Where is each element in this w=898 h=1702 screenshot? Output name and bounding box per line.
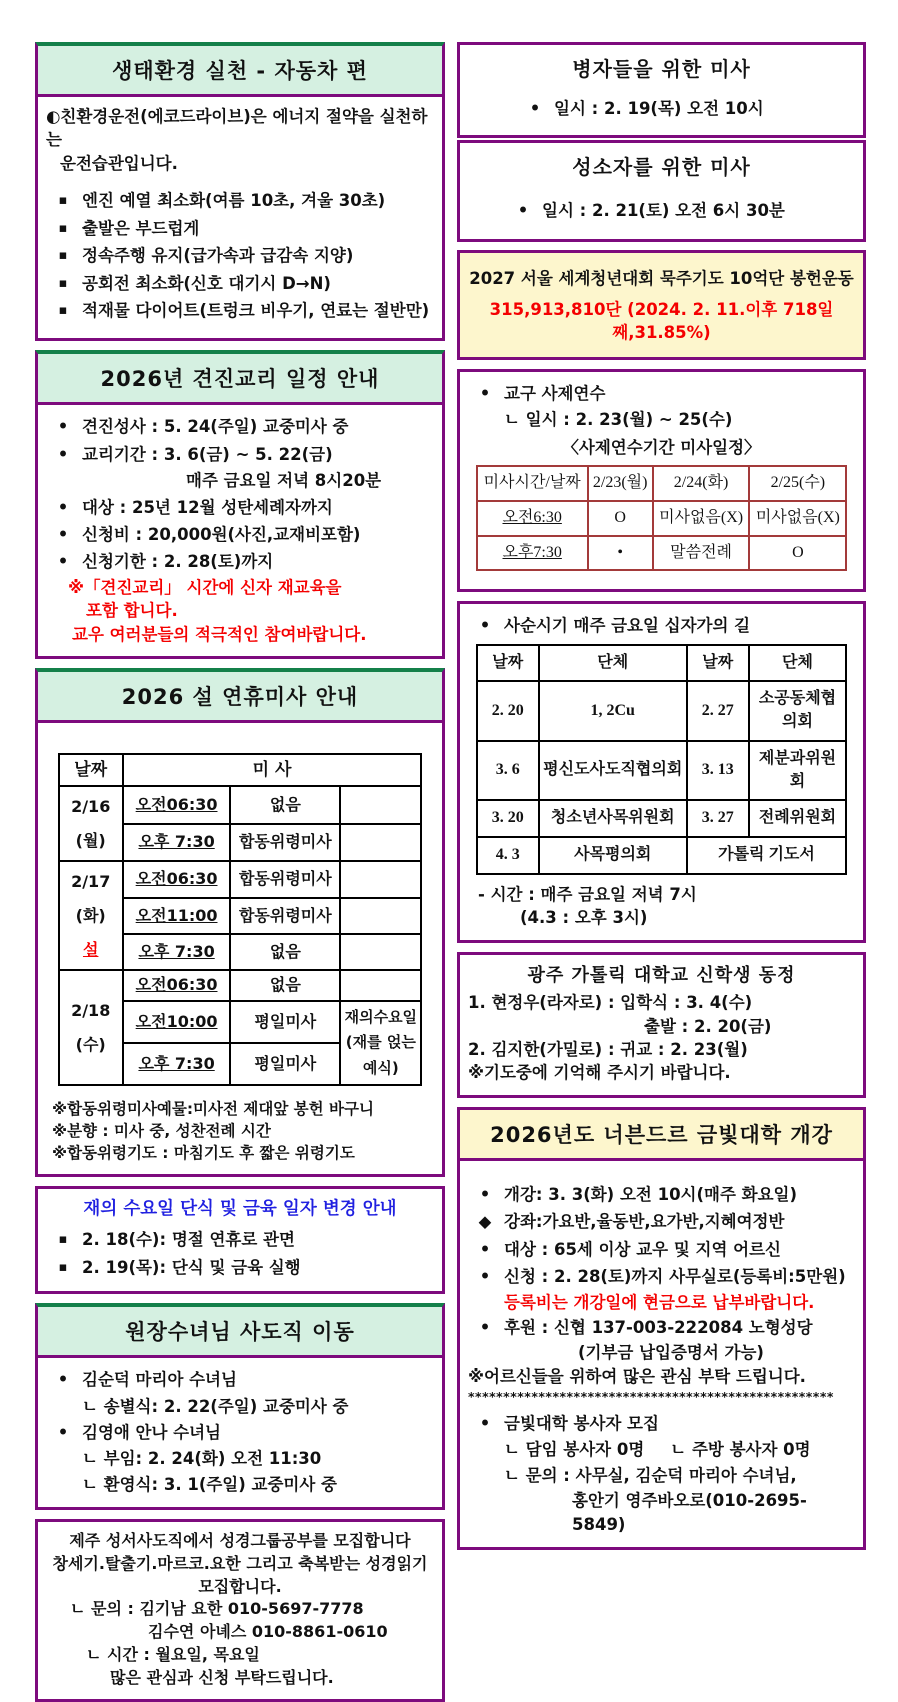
dot-bullet-icon: • <box>57 1423 69 1443</box>
volunteer-contact: 홍안기 영주바오로(010-2695-5849) <box>572 1491 807 1534</box>
col-header-date: 날짜 <box>59 754 123 786</box>
left-column <box>35 42 445 1687</box>
seollal-note: ※합동위령미사예물:미사전 제대앞 봉헌 바구니 <box>52 1100 374 1119</box>
table-row: 오후 7:30 평일미사 <box>59 1043 422 1085</box>
table-row: 3. 6 평신도사도직협의회 3. 13 제분과위원회 <box>477 741 847 800</box>
training-mass-table <box>476 465 848 571</box>
section-eco-title: 생태환경 실천 - 자동차 편 <box>112 59 368 83</box>
seollal-note: ※분향 : 미사 중, 성찬전례 시간 <box>52 1122 271 1141</box>
college-item: • 후원 : 신협 137-003-222084 노형성당 <box>468 1314 855 1341</box>
confirmation-notice-red: 교우 여러분들의 적극적인 참여바랍니다. <box>72 624 367 644</box>
dot-bullet-icon: • <box>57 497 69 517</box>
rosary-line1: 2027 서울 세계청년대회 묵주기도 10억단 봉헌운동 <box>469 268 854 288</box>
college-item: • 대상 : 65세 이상 교우 및 지역 어르신 <box>468 1236 855 1263</box>
square-bullet-icon: ▪ <box>58 302 68 318</box>
dot-bullet-icon: • <box>57 1370 69 1390</box>
section-golden-college-header <box>460 1110 863 1161</box>
bible-line: 많은 관심과 신청 부탁드립니다. <box>110 1667 334 1687</box>
table-row: 오후 7:30 없음 <box>59 934 422 970</box>
sister-sub: ㄴ 환영식: 3. 1(주일) 교중미사 중 <box>82 1474 337 1494</box>
college-elder-note: ※어르신들을 위하여 많은 관심 부탁 드립니다. <box>468 1366 806 1386</box>
date-cell: 2/17 (화) 설 <box>59 861 123 970</box>
volunteer-contact: ㄴ 문의 : 사무실, 김순덕 마리아 수녀님, <box>504 1465 797 1485</box>
section-bible-study <box>35 1519 445 1702</box>
volunteer-role: ㄴ 주방 봉사자 0명 <box>670 1440 811 1460</box>
table-row: 미사시간/날짜 2/23(월) 2/24(화) 2/25(수) <box>477 466 847 501</box>
section-eco-driving <box>35 42 445 341</box>
section-sisters-title: 원장수녀님 사도직 이동 <box>125 1320 355 1345</box>
section-stations <box>457 601 866 942</box>
table-row: 2/16 (월) 오전06:30 없음 <box>59 786 422 824</box>
dot-bullet-icon: • <box>479 616 491 636</box>
table-row: 오후7:30 • 말씀전례 O <box>477 536 847 571</box>
section-seollal-mass <box>35 668 445 1177</box>
square-bullet-icon: ▪ <box>58 275 68 291</box>
section-rosary-campaign <box>457 250 866 360</box>
dot-bullet-icon: • <box>57 444 69 464</box>
college-item: ◆ 강좌:가요반,율동반,요가반,지혜여정반 <box>468 1208 855 1235</box>
section-seollal-header <box>38 672 442 723</box>
section-golden-college <box>457 1107 866 1550</box>
training-date: ㄴ 일시 : 2. 23(월) ~ 25(수) <box>504 410 733 430</box>
seollal-mass-table <box>58 753 423 1086</box>
seminarian-line: 1. 현정우(라자로) : 입학식 : 3. 4(수) <box>468 993 753 1013</box>
seminarians-title: 광주 가톨릭 대학교 신학생 동정 <box>527 964 796 986</box>
table-row: 오후 7:30 합동위령미사 <box>59 824 422 862</box>
section-eco-header <box>38 46 442 97</box>
sister-item: • 김영애 안나 수녀님 <box>46 1419 434 1446</box>
right-column <box>457 42 866 1534</box>
dot-bullet-icon: • <box>57 552 69 572</box>
eco-item: ▪ 적재물 다이어트(트렁크 비우기, 연료는 절반만) <box>46 297 434 324</box>
table-row: 2/18 (수) 오전06:30 없음 <box>59 970 422 1001</box>
eco-intro-line1: ◐친환경운전(에코드라이브)은 에너지 절약을 실천하는 <box>46 107 428 150</box>
vocation-mass-item: • 일시 : 2. 21(토) 오전 6시 30분 <box>468 197 855 224</box>
stations-bullet: • 사순시기 매주 금요일 십자가의 길 <box>468 612 855 639</box>
bible-line: 창세기.탈출기.마르코.요한 그리고 축복받는 성경읽기 <box>52 1554 428 1573</box>
square-bullet-icon: ▪ <box>58 193 68 209</box>
diamond-bullet-icon: ◆ <box>478 1212 492 1232</box>
dot-bullet-icon: • <box>57 417 69 437</box>
section-vocation-mass <box>457 140 866 242</box>
training-table-title: 〈사제연수기간 미사일정〉 <box>562 437 761 457</box>
eco-item: ▪ 공회전 최소화(신호 대기시 D→N) <box>46 270 434 297</box>
confirmation-item: • 교리기간 : 3. 6(금) ~ 5. 22(금) <box>46 441 434 468</box>
seminarian-line: 2. 김지한(가밀로) : 귀교 : 2. 23(월) <box>468 1040 748 1059</box>
confirmation-notice-red: ※「견진교리」 시간에 신자 재교육을 <box>68 577 342 597</box>
college-item: • 개강: 3. 3(화) 오전 10시(매주 화요일) <box>468 1181 855 1208</box>
section-ash-fasting <box>35 1186 445 1294</box>
confirmation-item: • 대상 : 25년 12월 성탄세례자까지 <box>46 494 434 521</box>
stations-time: - 시간 : 매주 금요일 저녁 7시 <box>478 884 697 904</box>
bible-contact: ㄴ 문의 : 김기남 요한 010-5697-7778 <box>70 1599 364 1619</box>
table-row: 2/17 (화) 설 오전06:30 합동위령미사 <box>59 861 422 897</box>
table-row: 3. 20 청소년사목위원회 3. 27 전례위원회 <box>477 800 847 837</box>
volunteer-bullet: • 금빛대학 봉사자 모집 <box>468 1410 855 1437</box>
square-bullet-icon: ▪ <box>58 248 68 264</box>
dot-bullet-icon: • <box>57 525 69 545</box>
square-bullet-icon: ▪ <box>58 1259 68 1275</box>
college-support-sub: (기부금 납입증명서 가능) <box>578 1343 764 1363</box>
section-sisters-header <box>38 1307 442 1358</box>
table-row: 오전6:30 O 미사없음(X) 미사없음(X) <box>477 501 847 536</box>
college-item: • 신청 : 2. 28(토)까지 사무실로(등록비:5만원) <box>468 1263 855 1290</box>
sister-item: • 김순덕 마리아 수녀님 <box>46 1366 434 1393</box>
col-header-mass: 미 사 <box>123 754 422 786</box>
seminarians-note: ※기도중에 기억해 주시기 바랍니다. <box>468 1063 731 1083</box>
dot-bullet-icon: • <box>479 1317 491 1337</box>
dot-bullet-icon: • <box>479 1184 491 1204</box>
section-seminarians <box>457 952 866 1098</box>
section-confirmation-title: 2026년 견진교리 일정 안내 <box>100 367 380 392</box>
confirmation-item: • 견진성사 : 5. 24(주일) 교중미사 중 <box>46 413 434 440</box>
ash-fasting-title: 재의 수요일 단식 및 금육 일자 변경 안내 <box>83 1199 397 1220</box>
sick-mass-title: 병자들을 위한 미사 <box>572 57 751 81</box>
confirmation-notice-red: 포함 합니다. <box>86 601 178 621</box>
table-row: 오전10:00 평일미사 재의수요일 (재를 얹는 예식) <box>59 1001 422 1043</box>
stations-time-sub: (4.3 : 오후 3시) <box>520 908 648 928</box>
square-bullet-icon: ▪ <box>58 220 68 236</box>
confirmation-item: • 신청기한 : 2. 28(토)까지 <box>46 548 434 575</box>
eco-item: ▪ 정속주행 유지(급가속과 급감속 지양) <box>46 242 434 269</box>
vocation-mass-title: 성소자를 위한 미사 <box>572 154 751 179</box>
sister-sub: ㄴ 송별식: 2. 22(주일) 교중미사 중 <box>82 1396 349 1416</box>
dot-bullet-icon: • <box>529 99 541 119</box>
table-row: 오전11:00 합동위령미사 <box>59 898 422 934</box>
section-confirmation <box>35 350 445 659</box>
date-cell: 2/16 (월) <box>59 786 123 861</box>
confirmation-item-sub: 매주 금요일 저녁 8시20분 <box>186 471 382 491</box>
bible-line: 제주 성서사도직에서 성경그룹공부를 모집합니다 <box>69 1531 411 1551</box>
dot-bullet-icon: • <box>479 1413 491 1433</box>
confirmation-item: • 신청비 : 20,000원(사진,교재비포함) <box>46 521 434 548</box>
dot-bullet-icon: • <box>517 201 529 221</box>
dot-bullet-icon: • <box>479 383 491 403</box>
stations-table <box>476 644 848 875</box>
section-seollal-title: 2026 설 연휴미사 안내 <box>121 685 359 710</box>
college-fee-note: 등록비는 개강일에 현금으로 납부바랍니다. <box>504 1292 815 1312</box>
section-confirmation-header <box>38 354 442 405</box>
seollal-note: ※합동위령기도 : 마침기도 후 짧은 위령기도 <box>52 1144 355 1163</box>
bible-line: 모집합니다. <box>198 1576 282 1596</box>
training-bullet: • 교구 사제연수 <box>468 380 855 407</box>
ash-item: ▪ 2. 19(목): 단식 및 금육 실행 <box>46 1254 434 1281</box>
sister-sub: ㄴ 부임: 2. 24(화) 오전 11:30 <box>82 1449 322 1469</box>
dot-bullet-icon: • <box>479 1239 491 1259</box>
table-row: 날짜 단체 날짜 단체 <box>477 645 847 682</box>
rosary-count: 315,913,810단 (2024. 2. 11.이후 718일째,31.85%) <box>489 300 834 343</box>
section-sick-mass <box>457 42 866 138</box>
date-cell: 2/18 (수) <box>59 970 123 1085</box>
ash-item: ▪ 2. 18(수): 명절 연휴로 관면 <box>46 1226 434 1253</box>
divider-stars: **************************************************** <box>468 1389 834 1405</box>
ash-wednesday-note-cell: 재의수요일 (재를 얹는 예식) <box>340 1001 421 1086</box>
eco-item: ▪ 출발은 부드럽게 <box>46 215 434 242</box>
eco-intro-line2: 운전습관입니다. <box>60 153 178 173</box>
section-sisters <box>35 1303 445 1510</box>
square-bullet-icon: ▪ <box>58 1232 68 1248</box>
section-golden-college-title: 2026년도 너븐드르 금빛대학 개강 <box>490 1122 833 1147</box>
volunteer-role: ㄴ 담임 봉사자 0명 <box>504 1440 645 1460</box>
eco-item: ▪ 엔진 예열 최소화(여름 10초, 겨울 30초) <box>46 187 434 214</box>
table-row: 2. 20 1, 2Cu 2. 27 소공동체협의회 <box>477 681 847 740</box>
table-row: 4. 3 사목평의회 가톨릭 기도서 <box>477 837 847 874</box>
seminarian-line: 출발 : 2. 20(금) <box>644 1016 772 1036</box>
sick-mass-item: • 일시 : 2. 19(목) 오전 10시 <box>468 95 855 122</box>
section-priest-training <box>457 369 866 592</box>
bible-time: ㄴ 시간 : 월요일, 목요일 <box>86 1644 260 1664</box>
bible-contact: 김수연 아녜스 010-8861-0610 <box>148 1622 388 1642</box>
dot-bullet-icon: • <box>479 1267 491 1287</box>
